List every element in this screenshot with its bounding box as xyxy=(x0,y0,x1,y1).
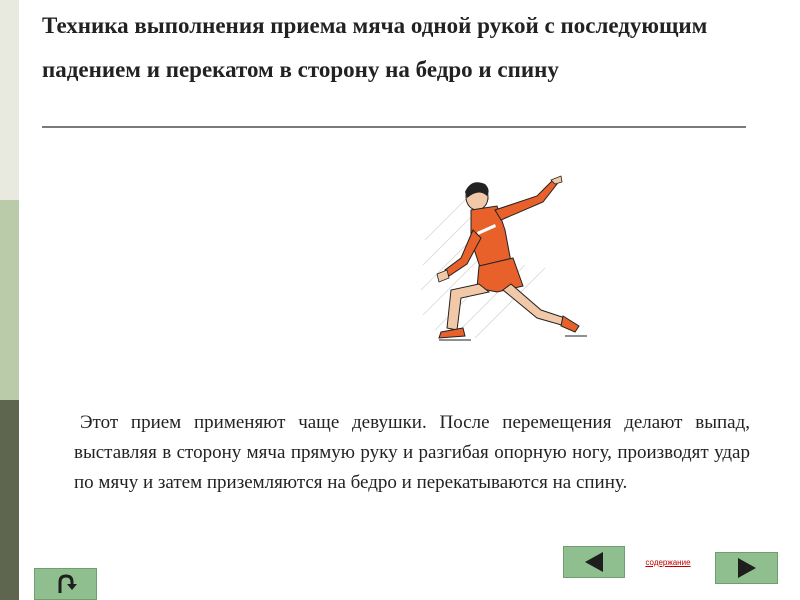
contents-link[interactable]: содержание xyxy=(645,558,691,567)
triangle-right-icon xyxy=(738,558,756,578)
side-stripe-top xyxy=(0,0,19,200)
slide-body-text xyxy=(74,408,750,498)
previous-slide-button[interactable] xyxy=(563,546,625,578)
triangle-left-icon xyxy=(585,552,603,572)
volleyball-player-illustration xyxy=(415,170,605,360)
title-divider xyxy=(42,126,746,128)
side-stripe-bottom xyxy=(0,400,19,600)
body-paragraph: Этот прием применяют чаще девушки. После перемещения делают выпад, выставляя в сторону мяча прямую руку и разгибая опорную ногу, производят удар по мячу и затем приземляются на бедро и перекатываются на спину. xyxy=(74,412,750,493)
side-stripe-middle xyxy=(0,200,19,400)
slide-title: Техника выполнения приема мяча одной рукой с последующим падением и перекатом в сторону на бедро и спину xyxy=(42,13,708,82)
next-slide-button[interactable] xyxy=(715,552,778,584)
return-button[interactable] xyxy=(34,568,97,600)
return-arrow-icon xyxy=(55,573,77,595)
